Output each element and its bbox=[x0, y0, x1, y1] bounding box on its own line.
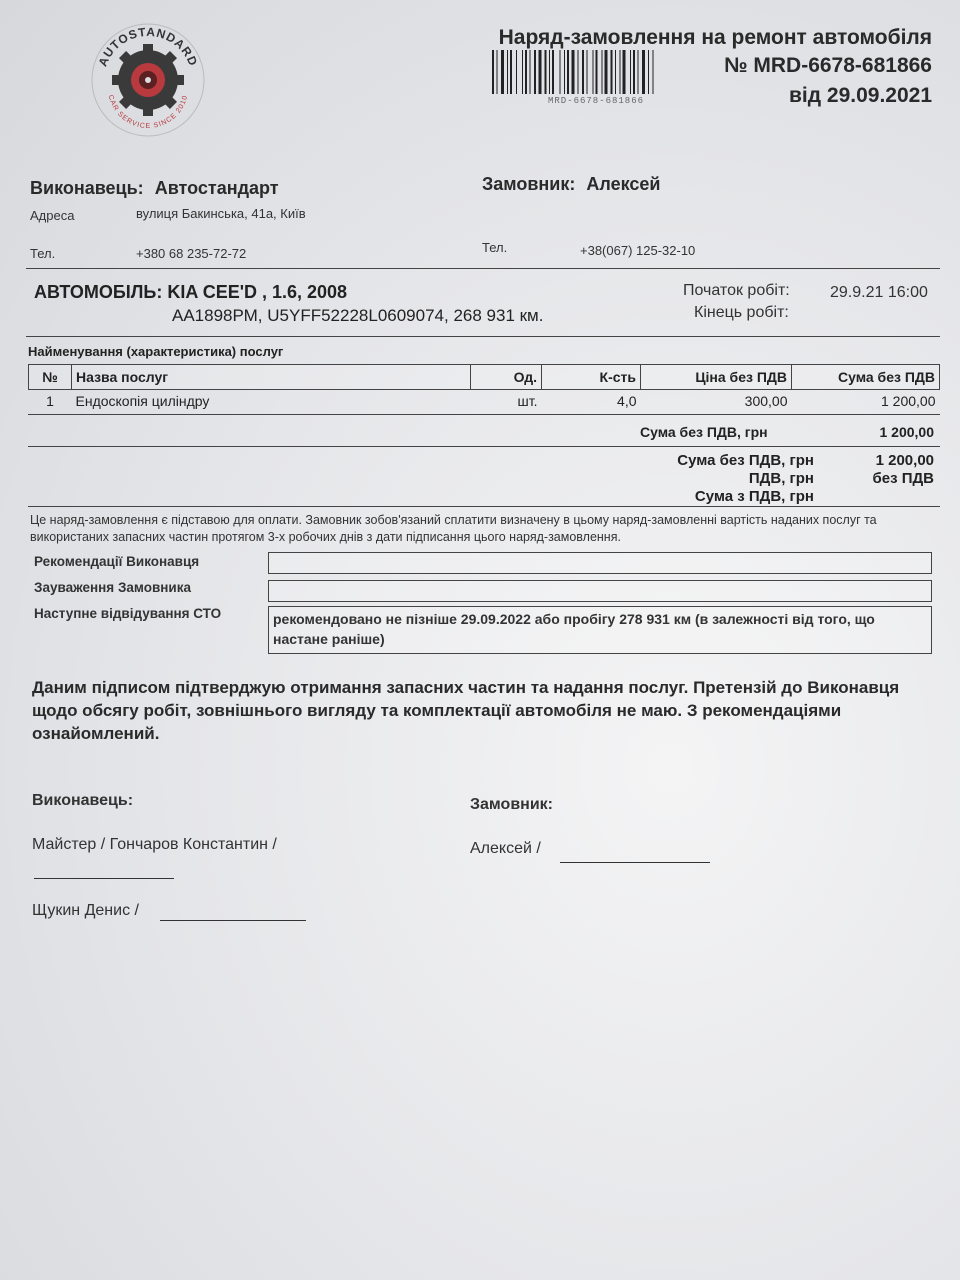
work-start-label: Початок робіт: bbox=[683, 282, 790, 299]
barcode-bar bbox=[507, 50, 508, 94]
barcode-bar bbox=[522, 50, 523, 94]
barcode-bar bbox=[611, 50, 613, 94]
master-signature: Майстер / Гончаров Константин / bbox=[32, 836, 277, 853]
recommendations-box bbox=[268, 552, 932, 574]
barcode bbox=[492, 50, 706, 94]
barcode-bar bbox=[539, 50, 542, 94]
customer-label: Замовник: bbox=[482, 174, 576, 194]
row-service-name: Ендоскопія циліндру bbox=[75, 393, 210, 409]
order-date: від 29.09.2021 bbox=[788, 84, 932, 107]
col-number: № bbox=[29, 365, 72, 390]
col-service-name: Назва послуг bbox=[72, 365, 471, 390]
table-row bbox=[29, 390, 940, 413]
barcode-bar bbox=[638, 50, 639, 94]
divider bbox=[28, 506, 940, 507]
customer-comments-box bbox=[268, 580, 932, 602]
services-table bbox=[28, 364, 940, 412]
barcode-bar bbox=[630, 50, 631, 94]
customer-signature-label: Замовник: bbox=[470, 796, 553, 813]
barcode-bar bbox=[596, 50, 598, 94]
divider bbox=[28, 414, 940, 415]
barcode-bar bbox=[572, 50, 575, 94]
work-end-label: Кінець робіт: bbox=[694, 304, 789, 321]
barcode-bar bbox=[530, 50, 531, 94]
barcode-bar bbox=[605, 50, 608, 94]
row-price: 300,00 bbox=[744, 393, 788, 409]
executor-phone: +380 68 235-72-72 bbox=[136, 246, 247, 261]
col-sum: Сума без ПДВ bbox=[792, 365, 940, 390]
executor-phone-label: Тел. bbox=[30, 246, 56, 261]
barcode-bar bbox=[564, 50, 565, 94]
col-price: Ціна без ПДВ bbox=[641, 365, 792, 390]
divider bbox=[28, 446, 940, 447]
barcode-bar bbox=[534, 50, 536, 94]
row-quantity: 4,0 bbox=[617, 393, 637, 409]
next-visit-value: рекомендовано не пізніше 29.09.2022 або пробігу 278 931 км (в залежності від того, що настане раніше) bbox=[273, 611, 875, 647]
barcode-bar bbox=[525, 50, 527, 94]
subtotal-label: Сума без ПДВ, грн bbox=[640, 424, 768, 440]
barcode-bar bbox=[492, 50, 494, 94]
barcode-bar bbox=[648, 50, 649, 94]
row-sum: 1 200,00 bbox=[881, 393, 936, 409]
order-number: № MRD-6678-681866 bbox=[724, 54, 932, 77]
sum-no-vat-label: Сума без ПДВ, грн bbox=[677, 452, 814, 469]
payment-note: Це наряд-замовлення є підставою для оплати. Замовник зобов'язаний сплатити визначену в цьому наряд-замовленні вартість наданих послуг та використаних запасних частин протягом 3-х робочих днів з дати підписання цього наряд-замовлення. bbox=[30, 513, 877, 544]
barcode-bar bbox=[587, 50, 588, 94]
barcode-bar bbox=[653, 50, 654, 94]
barcode-bar bbox=[501, 50, 504, 94]
svg-text:AUTOSTANDARD: AUTOSTANDARD bbox=[95, 24, 201, 69]
document-title: Наряд-замовлення на ремонт автомобіля bbox=[498, 26, 932, 49]
barcode-bar bbox=[620, 50, 621, 94]
barcode-bar bbox=[497, 50, 498, 94]
work-start-value: 29.9.21 16:00 bbox=[830, 284, 928, 301]
col-unit: Од. bbox=[471, 365, 542, 390]
divider bbox=[26, 268, 940, 269]
row-number: 1 bbox=[46, 393, 54, 409]
barcode-bar bbox=[633, 50, 635, 94]
totals-values bbox=[872, 452, 934, 488]
barcode-bar bbox=[516, 50, 517, 94]
customer-name: Алексей bbox=[586, 174, 661, 194]
barcode-bar bbox=[615, 50, 616, 94]
second-signature-line bbox=[160, 904, 306, 921]
vat-value: без ПДВ bbox=[872, 470, 934, 487]
totals-labels bbox=[677, 452, 814, 506]
customer-phone-label: Тел. bbox=[482, 240, 508, 255]
barcode-bar bbox=[582, 50, 584, 94]
customer-heading bbox=[482, 174, 660, 195]
customer-signature-line bbox=[560, 846, 710, 863]
subtotal-value: 1 200,00 bbox=[879, 424, 934, 440]
car-model: АВТОМОБІЛЬ: KIA CEE'D , 1.6, 2008 bbox=[34, 282, 348, 302]
svg-text:CAR SERVICE SINCE 2010: CAR SERVICE SINCE 2010 bbox=[106, 94, 190, 131]
recommendations-value bbox=[269, 553, 931, 557]
master-signature-line bbox=[34, 862, 174, 879]
barcode-bar bbox=[578, 50, 579, 94]
barcode-bar bbox=[593, 50, 594, 94]
services-section-title: Найменування (характеристика) послуг bbox=[28, 344, 284, 359]
table-header-row bbox=[29, 365, 940, 390]
barcode-bar bbox=[549, 50, 550, 94]
divider bbox=[26, 336, 940, 337]
barcode-bar bbox=[510, 50, 512, 94]
address-value: вулиця Бакинська, 41а, Київ bbox=[136, 206, 306, 221]
car-details: АА1898РМ, U5YFF52228L0609074, 268 931 км. bbox=[172, 306, 544, 325]
executor-label: Виконавець: bbox=[30, 178, 144, 198]
sum-with-vat-label: Сума з ПДВ, грн bbox=[694, 488, 814, 505]
barcode-bar bbox=[602, 50, 603, 94]
customer-comments-value bbox=[269, 581, 931, 585]
vat-label: ПДВ, грн bbox=[748, 470, 814, 487]
confirmation-text: Даним підписом підтверджую отримання запасних частин та надання послуг. Претензій до Виконавця щодо обсягу робіт, зовнішнього вигляду та комплектації автомобіля не маю. З рекомендаціями ознайомлений. bbox=[32, 678, 900, 743]
recommendations-label: Рекомендації Виконавця bbox=[34, 554, 200, 569]
next-visit-box bbox=[268, 606, 932, 654]
sum-no-vat-value: 1 200,00 bbox=[875, 452, 934, 469]
next-visit-label: Наступне відвідування СТО bbox=[34, 606, 222, 621]
address-label: Адреса bbox=[30, 208, 75, 223]
barcode-bar bbox=[545, 50, 547, 94]
barcode-bar bbox=[642, 50, 645, 94]
executor-heading bbox=[30, 178, 279, 199]
barcode-text: MRD-6678-681866 bbox=[548, 96, 645, 106]
customer-signature: Алексей / bbox=[470, 840, 541, 857]
executor-name: Автостандарт bbox=[154, 178, 279, 198]
customer-comments-label: Зауваження Замовника bbox=[34, 580, 191, 595]
row-unit: шт. bbox=[517, 393, 538, 409]
barcode-bar bbox=[567, 50, 569, 94]
col-quantity: К-сть bbox=[542, 365, 641, 390]
customer-phone: +38(067) 125-32-10 bbox=[580, 243, 696, 258]
barcode-bar bbox=[560, 50, 561, 94]
autostandard-logo bbox=[90, 22, 206, 138]
executor-signature-label: Виконавець: bbox=[32, 792, 134, 809]
second-signature: Щукин Денис / bbox=[32, 902, 139, 919]
barcode-bar bbox=[552, 50, 554, 94]
barcode-bar bbox=[623, 50, 626, 94]
